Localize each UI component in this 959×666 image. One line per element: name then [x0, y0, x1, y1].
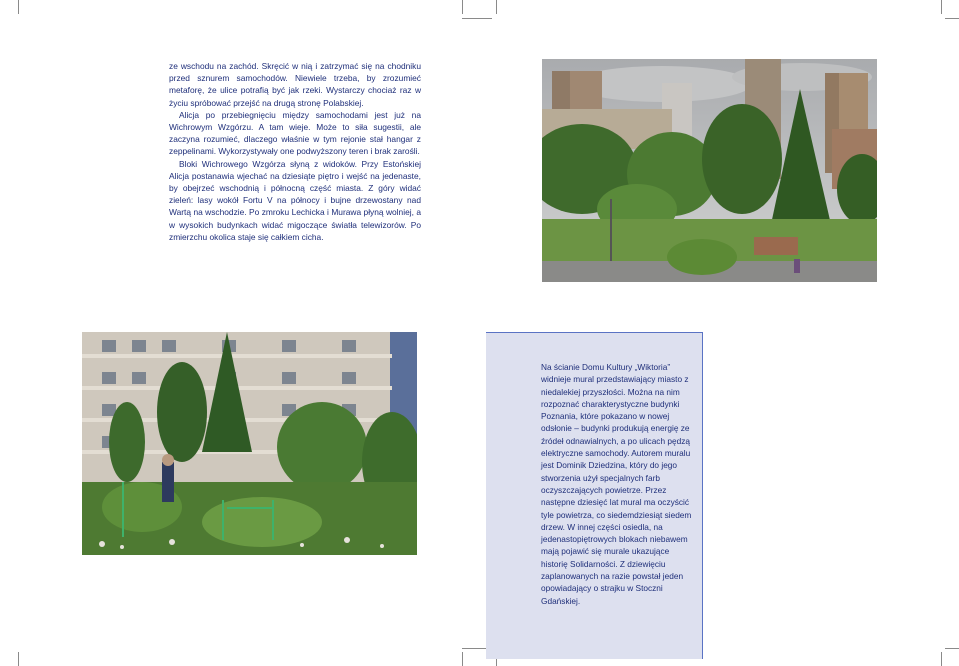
- crop-mark: [945, 18, 959, 19]
- crop-mark: [462, 18, 492, 19]
- crop-mark: [18, 0, 19, 14]
- crop-mark: [18, 652, 19, 666]
- photo-estate-park: [542, 59, 877, 282]
- crop-mark: [941, 0, 942, 14]
- crop-mark: [462, 0, 463, 14]
- crop-mark: [941, 652, 942, 666]
- paragraph: ze wschodu na zachód. Skręcić w nią i zatrzymać się na chodniku przed sznurem samochodów. Niewiele trzeba, by zrozumieć metaforę, że ulice potrafią być jak rzeki. Wystarczy chociaż raz w życiu spróbować przejść na drugą stronę Polabskiej.: [169, 61, 421, 108]
- body-text: [169, 60, 421, 243]
- crop-mark: [496, 0, 497, 14]
- photo-apartment-garden: [82, 332, 417, 555]
- paragraph: Alicja po przebiegnięciu między samochodami jest już na Wichrowym Wzgórzu. A tam wieje. Może to siła sugestii, ale zaczyna rozumieć, dlaczego właśnie w tym rejonie stał hangar z zeppelinami. Wykorzystywały one podwyższony teren i brak zarośli.: [169, 109, 421, 157]
- sidebar-box: [486, 332, 703, 659]
- paragraph: Bloki Wichrowego Wzgórza słyną z widoków. Przy Estońskiej Alicja postanawia wjechać na dziesiąte piętro i wejść na jedenaste, by obejrzeć wschodnią i północną część miasta. Z góry widać zieleń: lasy wokół Fortu V na północy i bujne drzewostany nad Wartą na wschodzie. Po zmroku Lechicka i Murawa płyną wolniej, a w wysokich budynkach widać migoczące światła telewizorów. Po zmierzchu okolica staje się całkiem cicha.: [169, 158, 421, 242]
- sidebar-text: Na ścianie Domu Kultury „Wiktoria” widnieje mural przedstawiający miasto z niedalekiej przyszłości. Można na nim rozpoznać charakterystyczne budynki Poznania, które pokazano w nowej odsłonie – budynki produkują energię ze źródeł odnawialnych, a po ulicach pędzą elektryczne samochody. Autorem muralu jest Dominik Dziedzina, który do jego stworzenia użył specjalnych farb oczyszczających powietrze. Przez następne dziesięć lat mural ma oczyścić tyle powietrza, co siedemdziesiąt siedem drzew. W innej części osiedla, na jedenastopiętrowych blokach niebawem mają pojawić się murale ukazujące historię Solidarności. Z dziewięciu zaplanowanych na razie powstał jeden opowiadający o strajku w Stoczni Gdańskiej.: [541, 362, 692, 606]
- crop-mark: [462, 652, 463, 666]
- crop-mark: [945, 648, 959, 649]
